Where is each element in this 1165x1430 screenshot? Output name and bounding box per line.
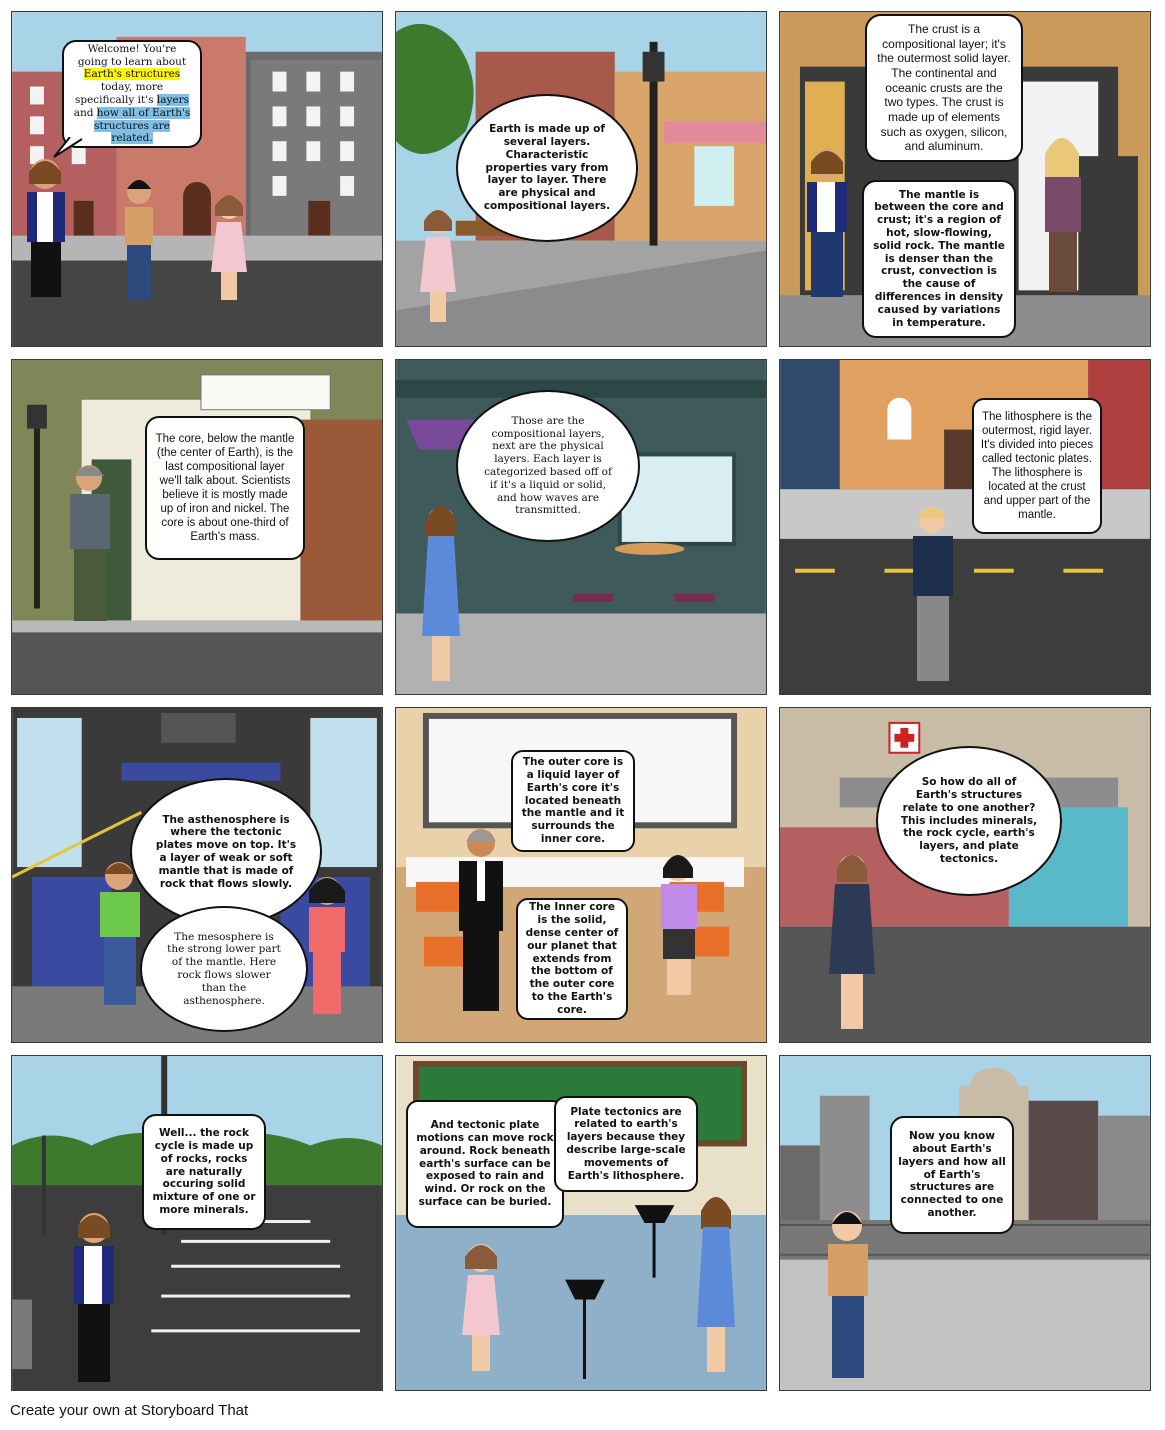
character-girl bbox=[456, 1241, 506, 1376]
speech-bubble-relate: So how do all of Earth's structures relate to one another? This includes minerals, the rock cycle, earth's layers, and plate tectonics. bbox=[876, 746, 1062, 896]
character-boy-green-shirt bbox=[92, 858, 147, 1008]
panel-10 bbox=[11, 1055, 383, 1391]
character-man-suit bbox=[451, 823, 511, 1013]
speech-bubble-lithosphere: The lithosphere is the outermost, rigid layer. It's divided into pieces called tectonic plates. The lithosphere is located at the crust and upper part of the mantle. bbox=[972, 398, 1102, 534]
welcome-text-segment: how all of Earth's structures are related. bbox=[94, 106, 191, 145]
character-boy bbox=[820, 1206, 875, 1381]
speech-bubble-welcome bbox=[62, 40, 202, 148]
panel-2 bbox=[395, 11, 767, 347]
speech-bubble-crust: The crust is a compositional layer; it's the outermost solid layer. The continental and oceanic crusts are the two types. The crust is made up of elements such as oxygen, silicon, and aluminum. bbox=[865, 14, 1023, 162]
panel-9 bbox=[779, 707, 1151, 1043]
panel-11 bbox=[395, 1055, 767, 1391]
speech-bubble-outer-core: The outer core is a liquid layer of Earth's core it's located beneath the mantle and it surrounds the inner core. bbox=[511, 750, 635, 852]
panel-5 bbox=[395, 359, 767, 695]
character-boy bbox=[117, 177, 162, 302]
speech-bubble-asthenosphere: The asthenosphere is where the tectonic plates move on top. It's a layer of weak or soft mantle that is made of rock that flows slowly. bbox=[130, 778, 322, 926]
welcome-text-segment: and bbox=[73, 106, 97, 119]
character-blonde-man bbox=[905, 500, 960, 685]
panel-8 bbox=[395, 707, 767, 1043]
welcome-text-segment: Earth's structures bbox=[83, 68, 181, 81]
character-woman-purple bbox=[651, 848, 706, 998]
welcome-text-segment: layers bbox=[156, 94, 190, 106]
speech-bubble-conclusion: Now you know about Earth's layers and how all of Earth's structures are connected to one another. bbox=[890, 1116, 1014, 1234]
speech-bubble-rock-cycle: Well... the rock cycle is made up of rocks, rocks are naturally occuring solid mixture of one or more minerals. bbox=[142, 1114, 266, 1230]
character-woman-dark-dress bbox=[825, 848, 880, 1033]
speech-bubble-inner-core: The Inner core is the solid, dense center of our planet that extends from the bottom of the outer core to the Earth's core. bbox=[516, 898, 628, 1020]
footer-credit[interactable]: Create your own at Storyboard That bbox=[10, 1402, 249, 1419]
speech-bubble-mantle: The mantle is between the core and crust; it's a region of hot, slow-flowing, solid rock. The mantle is denser than the crust, convection is the cause of differences in density caused by variations in temperature. bbox=[862, 180, 1016, 338]
character-man-grey-hair bbox=[62, 460, 117, 625]
character-blonde-woman bbox=[1035, 132, 1090, 297]
character-girl-curly-hair bbox=[297, 873, 357, 1018]
welcome-text-segment: Welcome! You're going to learn about bbox=[77, 42, 187, 68]
panel-6 bbox=[779, 359, 1151, 695]
speech-bubble-plate-tectonics: Plate tectonics are related to earth's layers because they describe large-scale movements of Earth's lithosphere. bbox=[554, 1096, 698, 1192]
speech-bubble-plate-motions: And tectonic plate motions can move rock around. Rock beneath earth's surface can be exposed to rain and wind. Or rock on the surface can be buried. bbox=[406, 1100, 564, 1228]
speech-bubble-core: The core, below the mantle (the center of Earth), is the last compositional layer we'll talk about. Scientists believe it is mostly made up of iron and nickel. The core is about one-third of Earth's mass. bbox=[145, 416, 305, 560]
panel-3 bbox=[779, 11, 1151, 347]
character-woman-blue-dress bbox=[691, 1191, 741, 1376]
speech-bubble-layers-intro: Earth is made up of several layers. Characteristic properties vary from layer to layer. There are physical and compositional layers. bbox=[456, 94, 638, 242]
speech-bubble-mesosphere: The mesosphere is the strong lower part of the mantle. Here rock flows slower than the asthenosphere. bbox=[140, 906, 308, 1032]
panel-4 bbox=[11, 359, 383, 695]
speech-bubble-physical-layers: Those are the compositional layers, next are the physical layers. Each layer is categorized based off of if it's a liquid or solid, and how waves are transmitted. bbox=[456, 390, 640, 542]
panel-12 bbox=[779, 1055, 1151, 1391]
character-girl bbox=[416, 207, 461, 327]
panel-7 bbox=[11, 707, 383, 1043]
panel-1 bbox=[11, 11, 383, 347]
character-teacher-woman bbox=[795, 142, 860, 302]
character-girl bbox=[207, 192, 252, 302]
character-teacher-woman bbox=[62, 1206, 127, 1386]
character-teacher-woman bbox=[17, 152, 77, 302]
welcome-text-segment: today, more specifically it's bbox=[74, 81, 164, 106]
character-woman-blue-dress bbox=[416, 500, 466, 685]
